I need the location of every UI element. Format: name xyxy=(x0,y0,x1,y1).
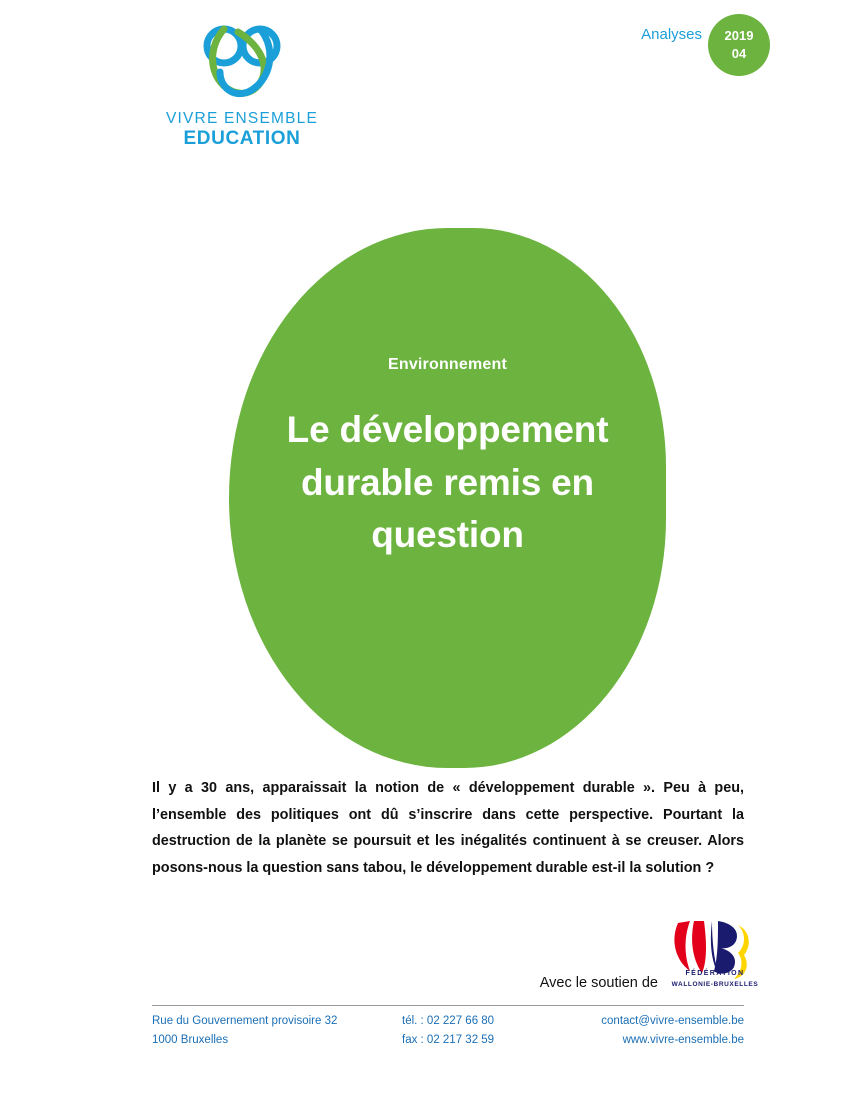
brand-logo[interactable] xyxy=(152,22,332,150)
page-title: Le développement durable remis en question xyxy=(286,409,609,556)
hero-kicker: Environnement xyxy=(387,356,508,373)
issue-year: 2019 xyxy=(724,28,754,44)
brand-name: VIVRE ENSEMBLE xyxy=(165,110,319,127)
hero-content xyxy=(229,228,666,768)
footer-address xyxy=(152,1012,337,1050)
footer-website-link[interactable]: www.vivre-ensemble.be xyxy=(622,1033,744,1046)
brand-subname: EDUCATION xyxy=(183,127,301,149)
footer-divider xyxy=(152,1005,744,1006)
support-text: Avec le soutien de xyxy=(539,975,658,991)
issue-badge xyxy=(708,14,770,76)
federation-caption-primary: FÉDÉRATION xyxy=(685,970,745,977)
federation-caption-secondary: WALLONIE-BRUXELLES xyxy=(671,981,759,988)
issue-number: 04 xyxy=(731,46,747,61)
footer-email-link[interactable]: contact@vivre-ensemble.be xyxy=(601,1015,744,1027)
infinity-loop-icon xyxy=(182,22,302,104)
footer-fax: fax : 02 217 32 59 xyxy=(402,1033,495,1046)
analyses-label: Analyses xyxy=(641,26,702,43)
footer-contact-numbers xyxy=(402,1012,494,1050)
footer-phone: tél. : 02 227 66 80 xyxy=(402,1015,495,1027)
footer-address-line1: Rue du Gouvernement provisoire 32 xyxy=(152,1015,338,1027)
footer-online xyxy=(592,1012,744,1050)
footer-address-line2: 1000 Bruxelles xyxy=(152,1033,229,1046)
lead-paragraph: Il y a 30 ans, apparaissait la notion de « développement durable ». Peu à peu, l’ensemble des politiques ont dû s’inscrire dans cette perspective. Pourtant la destruction de la planète se poursuit et les inégalités continuent à se creuser. Alors posons-nous la question sans tabou, le développement durable est-il la solution ? xyxy=(152,780,744,876)
